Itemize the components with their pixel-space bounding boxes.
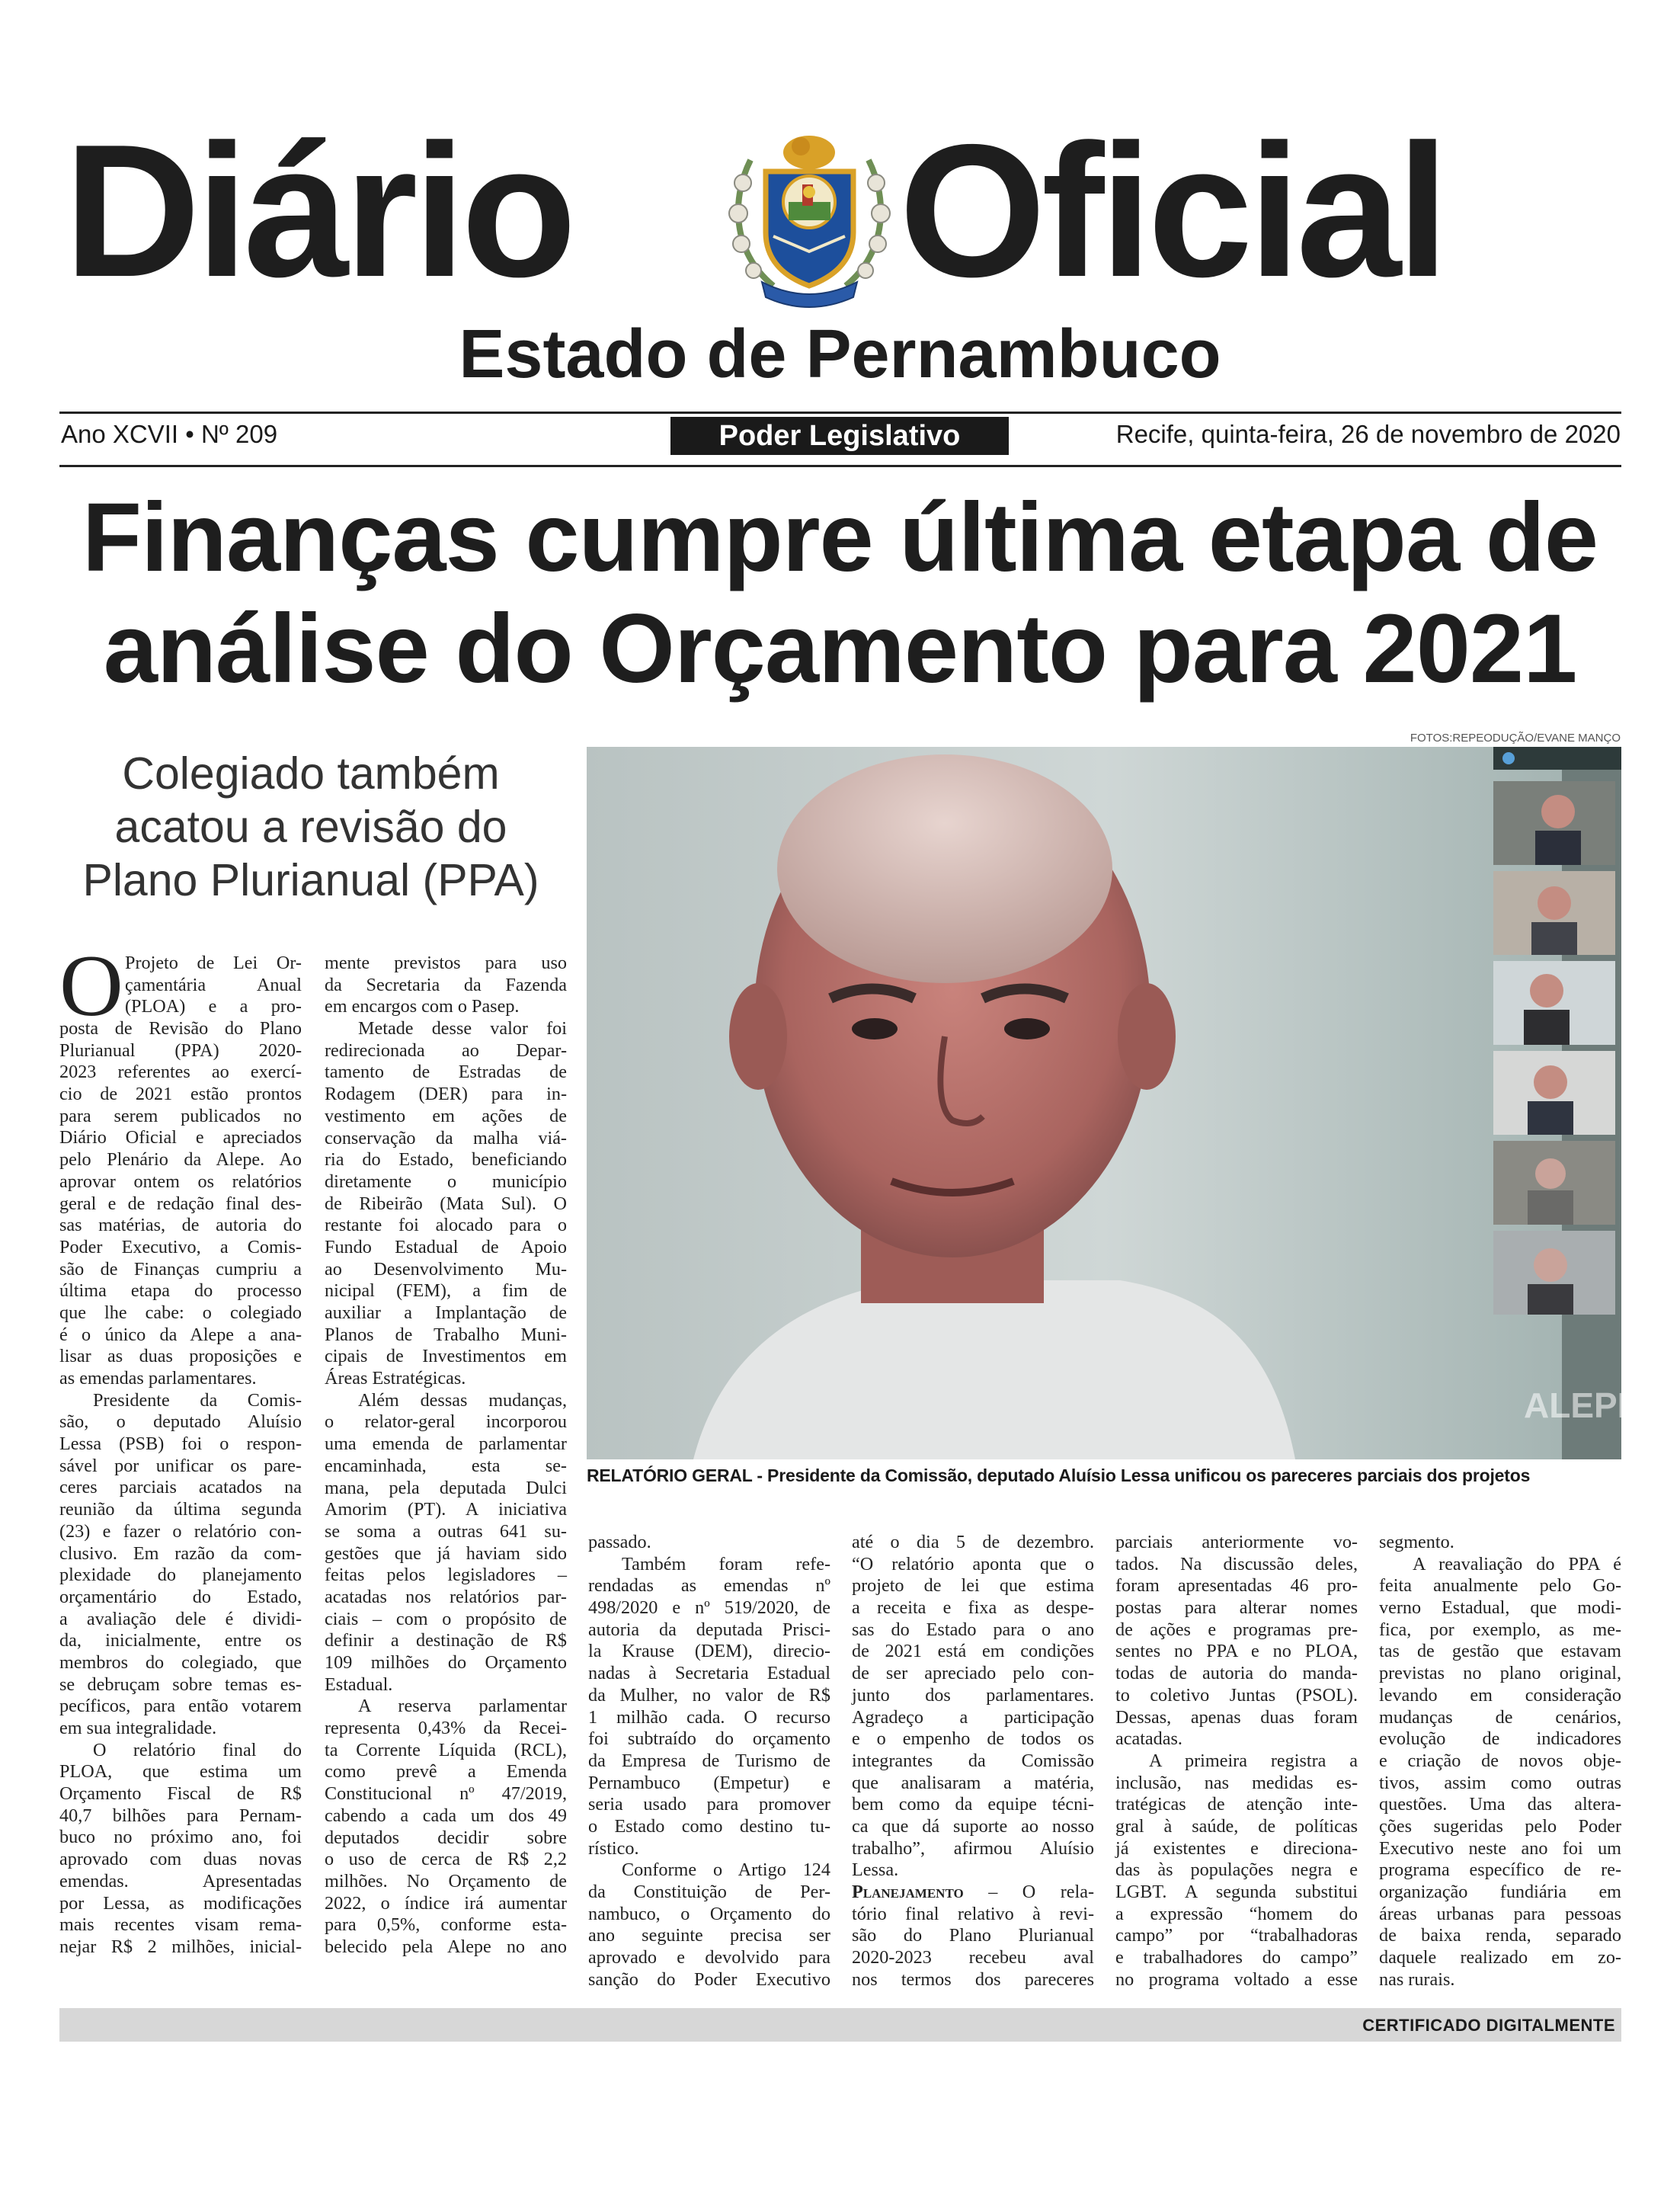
text-line: questões. Uma das altera- — [1379, 1794, 1621, 1815]
text-line: geral e de redação final des- — [59, 1193, 302, 1214]
text-line: auxiliar a Implantação de — [325, 1302, 567, 1323]
text-line: Conforme o Artigo 124 — [622, 1859, 830, 1881]
text-line: buco no próximo ano, foi — [59, 1827, 302, 1848]
text-line: tivos, assim como outras — [1379, 1772, 1621, 1793]
text-line: da Constituição de Per- — [588, 1882, 830, 1902]
text-line: em encargos com o Pasep. — [325, 996, 520, 1017]
text-line: Diário Oficial e apreciados — [59, 1127, 302, 1148]
text-line: nicipal (FEM), a fim de — [325, 1280, 567, 1302]
text-line: foram apresentadas 46 pro- — [1115, 1575, 1358, 1597]
text-line: áreas urbanas para pessoas — [1379, 1903, 1621, 1924]
text-line: junto dos parlamentares. — [852, 1684, 1094, 1706]
certification-label: CERTIFICADO DIGITALMENTE — [1362, 2016, 1615, 2035]
text-line: já existentes e direciona- — [1115, 1837, 1358, 1859]
text-line: restante foi alocado para o — [325, 1215, 567, 1236]
text-line: seria usado para promover — [588, 1794, 830, 1815]
article-column-5 — [1115, 1532, 1358, 1991]
text-line: milhões. No Orçamento de — [325, 1870, 567, 1891]
text-line: Lessa. — [852, 1859, 899, 1881]
text-line: cipais de Investimentos em — [325, 1346, 567, 1367]
text-line: rístico. — [588, 1837, 639, 1859]
text-line: projeto de lei que estima — [852, 1575, 1094, 1597]
text-line: uma emenda de parlamentar — [325, 1433, 567, 1455]
text-line: vestimento em ações de — [325, 1105, 567, 1126]
text-line: tório final relativo à revi- — [852, 1903, 1094, 1924]
text-line: 2022, o índice irá aumentar — [325, 1892, 567, 1914]
text-line: membros do colegiado, que — [59, 1651, 302, 1673]
text-line — [852, 1882, 1094, 1904]
text-line: as emendas parlamentares. — [59, 1368, 257, 1389]
text-line: previstas no plano original, — [1379, 1663, 1621, 1684]
photo-credit: FOTOS:REPEODUÇÃO/EVANE MANÇO — [1410, 732, 1621, 745]
text-line: Fundo Estadual de Apoio — [325, 1236, 567, 1257]
text-line: “O relatório aponta que o — [852, 1553, 1094, 1574]
text-line: rendadas as emendas nº — [588, 1575, 830, 1597]
subhead-planejamento: Planejamento — [852, 1882, 964, 1902]
text-line: Agradeço a participação — [852, 1706, 1094, 1728]
text-line: e o empenho de todos os — [852, 1728, 1094, 1750]
article-column-4 — [852, 1532, 1094, 1991]
text-line: 2023 referentes ao exercí- — [59, 1062, 302, 1083]
text-line: ano seguinte precisa ser — [588, 1925, 830, 1946]
text-line: de baixa renda, separado — [1379, 1925, 1621, 1946]
text-line: postas para alterar nomes — [1115, 1597, 1358, 1619]
text-line: são do Plano Plurianual — [852, 1925, 1094, 1946]
text-line: por Lessa, as modificações — [59, 1892, 302, 1914]
text-line: tas de gestão que estavam — [1379, 1641, 1621, 1662]
text-line: trabalho”, afirmou Aluísio — [852, 1837, 1094, 1859]
text-line: mudanças de cenários, — [1379, 1706, 1621, 1728]
text-line: foi subtraído do orçamento — [588, 1728, 830, 1750]
section-badge: Poder Legislativo — [670, 417, 1009, 455]
text-line: até o dia 5 de dezembro. — [852, 1532, 1094, 1552]
text-line: é o único da Alepe a ana- — [59, 1324, 302, 1345]
text-line: evolução de indicadores — [1379, 1728, 1621, 1750]
text-line: ções sugeridas pelo Poder — [1379, 1815, 1621, 1837]
text-line: ca que dá suporte ao nosso — [852, 1815, 1094, 1837]
text-line: Áreas Estratégicas. — [325, 1368, 466, 1389]
text-line: Executivo neste ano foi um — [1379, 1837, 1621, 1859]
text-line: Metade desse valor foi — [358, 1018, 567, 1039]
text-line: o Estado como destino tu- — [588, 1815, 830, 1837]
text-line: são, o deputado Aluísio — [59, 1411, 302, 1433]
text-line: aprovado com duas novas — [59, 1849, 302, 1870]
text-line: se soma a outras 641 su- — [325, 1520, 567, 1542]
text-line: cio de 2021 estão prontos — [59, 1084, 302, 1105]
pernambuco-coat-of-arms-icon — [728, 130, 891, 309]
text-line: Dessas, apenas duas foram — [1115, 1706, 1358, 1728]
text-line: sentes no PPA e no PLOA, — [1115, 1641, 1358, 1662]
text-line: levando em consideração — [1379, 1684, 1621, 1706]
text-line: segmento. — [1379, 1532, 1454, 1552]
text-line: 498/2020 e nº 519/2020, de — [588, 1597, 830, 1619]
text-line: sanção do Poder Executivo — [588, 1968, 830, 1990]
text-line: clusivo. Em razão da com- — [59, 1542, 302, 1564]
text-line: Planos de Trabalho Muni- — [325, 1324, 567, 1345]
dateline: Recife, quinta-feira, 26 de novembro de 2020 — [1115, 420, 1621, 448]
text-line: encaminhada, esta se- — [325, 1455, 567, 1476]
headline-line-2: análise do Orçamento para 2021 — [103, 594, 1577, 703]
text-line: Pernambuco (Empetur) e — [588, 1772, 830, 1793]
text-line: acatadas nos relatórios par- — [325, 1586, 567, 1607]
text-line: gral à saúde, de políticas — [1115, 1815, 1358, 1837]
text-line: sável por unificar os pare- — [59, 1455, 302, 1476]
text-line: acatadas. — [1115, 1728, 1182, 1750]
text-line: a expressão “homem do — [1115, 1903, 1358, 1924]
article-column-2 — [325, 953, 567, 1959]
text-line: Além dessas mudanças, — [358, 1389, 567, 1411]
text-line: nadas à Secretaria Estadual — [588, 1663, 830, 1684]
text-line: belecido pela Alepe no ano — [325, 1936, 567, 1957]
text-line: daquele realizado em zo- — [1379, 1947, 1621, 1968]
text-line: O relatório final do — [93, 1739, 302, 1760]
text-line: lisar as duas proposições e — [59, 1346, 302, 1367]
text-line: orçamentário do Estado, — [59, 1586, 302, 1607]
text-line: (23) e fazer o relatório con- — [59, 1520, 302, 1542]
text-line: mais recentes visam rema- — [59, 1914, 302, 1936]
caption-label: RELATÓRIO GERAL - — [587, 1465, 768, 1485]
text-line: se debruçam sobre temas es- — [59, 1674, 302, 1695]
dropcap-lines — [125, 953, 302, 1017]
text-line: diretamente o município — [325, 1171, 567, 1192]
text-line: ciais – com o propósito de — [325, 1608, 567, 1629]
text-line: para 0,5%, conforme esta- — [325, 1914, 567, 1936]
text-line: e criação de novos obje- — [1379, 1750, 1621, 1771]
text-line: definir a destinação de R$ — [325, 1630, 567, 1651]
text-line: feita anualmente pelo Go- — [1379, 1575, 1621, 1597]
text-line: conservação da malha viá- — [325, 1127, 567, 1148]
text-line: de ações e programas pre- — [1115, 1619, 1358, 1640]
text-line: Lessa (PSB) foi o respon- — [59, 1433, 302, 1455]
deck-line: Colegiado também — [122, 748, 500, 799]
text-line: PLOA, que estima um — [59, 1761, 302, 1783]
headline-line-1: Finanças cumpre última etapa de — [82, 483, 1598, 592]
text-line: verno Estadual, que modi- — [1379, 1597, 1621, 1619]
text-line: inclusão, nas medidas es- — [1115, 1772, 1358, 1793]
text-line: bem como da equipe técni- — [852, 1794, 1094, 1815]
text-line: Estadual. — [325, 1674, 393, 1695]
text-line: plexidade do planejamento — [59, 1565, 302, 1586]
text-line: to coletivo Juntas (PSOL). — [1115, 1684, 1358, 1706]
text-line: pecíficos, para então votarem — [59, 1696, 302, 1717]
text-line: gestões que já haviam sido — [325, 1542, 567, 1564]
caption-text: Presidente da Comissão, deputado Aluísio Lessa unificou os pareceres parciais dos projetos — [767, 1465, 1531, 1485]
masthead-title-left: Diário — [64, 104, 572, 316]
edition-number: Ano XCVII • Nº 209 — [61, 420, 278, 448]
text-line: ria do Estado, beneficiando — [325, 1149, 567, 1171]
text-fragment: – O rela- — [988, 1882, 1094, 1902]
deck — [59, 747, 562, 907]
text-line: pelo Plenário da Alepe. Ao — [59, 1149, 302, 1171]
text-line: para serem publicados no — [59, 1105, 302, 1126]
article-column-1 — [59, 937, 302, 1959]
text-line: representa 0,43% da Recei- — [325, 1718, 567, 1739]
text-line: campo” por “trabalhadoras — [1115, 1925, 1358, 1946]
text-line: Constitucional nº 47/2019, — [325, 1783, 567, 1805]
text-line: da Mulher, no valor de R$ — [588, 1684, 830, 1706]
deck-line: Plano Plurianual (PPA) — [82, 855, 539, 905]
bottom-rule — [59, 465, 1621, 467]
text-line: a receita e fixa as despe- — [852, 1597, 1094, 1619]
photo-watermark: ALEPE — [1524, 1385, 1641, 1425]
masthead-subtitle: Estado de Pernambuco — [459, 316, 1221, 392]
text-line: da Empresa de Turismo de — [588, 1750, 830, 1771]
text-line: emendas. Apresentadas — [59, 1870, 302, 1891]
text-line: Presidente da Comis- — [93, 1389, 302, 1411]
dropcap: O — [59, 937, 123, 1035]
photo-caption — [587, 1465, 1530, 1486]
text-line: aprovado e devolvido para — [588, 1947, 830, 1968]
text-line: da, inicialmente, entre os — [59, 1630, 302, 1651]
masthead-title-right: Oficial — [899, 104, 1445, 316]
text-line: cabendo a cada um dos 49 — [325, 1805, 567, 1826]
text-line: Poder Executivo, a Comis- — [59, 1236, 302, 1257]
top-rule — [59, 412, 1621, 414]
text-line: nejar R$ 2 milhões, inicial- — [59, 1936, 302, 1957]
text-line: sas matérias, de autoria do — [59, 1215, 302, 1236]
text-line: de ser apreciado pelo con- — [852, 1663, 1094, 1684]
text-line: nas rurais. — [1379, 1968, 1455, 1990]
text-line: sas do Estado para o ano — [852, 1619, 1094, 1640]
text-line: que analisaram a matéria, — [852, 1772, 1094, 1793]
text-line: o uso de cerca de R$ 2,2 — [325, 1849, 567, 1870]
text-line: mana, pela deputada Dulci — [325, 1477, 567, 1498]
text-line: redirecionada ao Depar- — [325, 1039, 567, 1061]
text-line: 2020-2023 recebeu aval — [852, 1947, 1094, 1968]
text-line: programa específico de re- — [1379, 1859, 1621, 1881]
text-line: posta de Revisão do Plano — [59, 1018, 302, 1039]
text-line: feitas pelos legisladores – — [325, 1565, 567, 1586]
text-line: em sua integralidade. — [59, 1718, 217, 1738]
text-line: ao Desenvolvimento Mu- — [325, 1258, 567, 1280]
text-line: e trabalhadores do campo” — [1115, 1947, 1358, 1968]
text-line: Projeto de Lei Or- — [125, 953, 302, 973]
text-line: mente previstos para uso — [325, 953, 567, 973]
text-line: no programa voltado a esse — [1115, 1968, 1358, 1990]
text-line: 40,7 bilhões para Pernam- — [59, 1805, 302, 1826]
text-line: o relator-geral incorporou — [325, 1411, 567, 1433]
text-line: todas de autoria do manda- — [1115, 1663, 1358, 1684]
text-line: A primeira registra a — [1149, 1750, 1358, 1771]
text-line: autoria da deputada Prisci- — [588, 1619, 830, 1640]
text-line: de 2021 está em condições — [852, 1641, 1094, 1662]
text-line: LGBT. A segunda substitui — [1115, 1882, 1358, 1902]
article-column-3 — [588, 1532, 830, 1991]
text-line: Orçamento Fiscal de R$ — [59, 1783, 302, 1805]
text-line: 1 milhão cada. O recurso — [588, 1706, 830, 1728]
text-line: la Krause (DEM), direcio- — [588, 1641, 830, 1662]
text-line: da Secretaria da Fazenda — [325, 974, 567, 995]
text-line: (PLOA) e a pro- — [125, 996, 302, 1017]
text-line: deputados decidir sobre — [325, 1827, 567, 1848]
video-call-photo — [587, 747, 1641, 1459]
text-line: parciais anteriormente vo- — [1115, 1532, 1358, 1552]
text-line: reunião da última segunda — [59, 1499, 302, 1520]
text-line: Também foram refe- — [622, 1553, 830, 1574]
text-line: das às populações negra e — [1115, 1859, 1358, 1881]
text-line: ta Corrente Líquida (RCL), — [325, 1739, 567, 1760]
text-line: última etapa do processo — [59, 1280, 302, 1302]
deck-line: acatou a revisão do — [114, 802, 507, 852]
text-line: são de Finanças cumpriu a — [59, 1258, 302, 1280]
text-line: de Ribeirão (Mata Sul). O — [325, 1193, 567, 1214]
text-line: nos termos dos pareceres — [852, 1968, 1094, 1990]
text-line: tados. Na discussão deles, — [1115, 1553, 1358, 1574]
text-line: fica, por exemplo, as me- — [1379, 1619, 1621, 1640]
text-line: A reserva parlamentar — [358, 1696, 567, 1717]
text-line: nambuco, o Orçamento do — [588, 1903, 830, 1924]
text-line: Plurianual (PPA) 2020- — [59, 1039, 302, 1061]
text-line: 109 milhões do Orçamento — [325, 1652, 567, 1673]
text-line: organização fundiária em — [1379, 1882, 1621, 1902]
text-line: tamento de Estradas de — [325, 1062, 567, 1083]
text-line: tratégicas de atenção inte- — [1115, 1794, 1358, 1815]
text-line: integrantes da Comissão — [852, 1750, 1094, 1771]
text-line: a avaliação dele é dividi- — [59, 1608, 302, 1629]
text-line: que lhe cabe: o colegiado — [59, 1302, 302, 1323]
text-line: ceres parciais acatados na — [59, 1477, 302, 1498]
text-line: passado. — [588, 1532, 651, 1552]
text-line: A reavaliação do PPA é — [1413, 1553, 1621, 1574]
text-line: Amorim (PT). A iniciativa — [325, 1499, 567, 1520]
text-line: çamentária Anual — [125, 974, 302, 995]
text-line: como prevê a Emenda — [325, 1761, 567, 1783]
text-line: aprovar ontem os relatórios — [59, 1171, 302, 1192]
article-column-6 — [1379, 1532, 1621, 1991]
text-line: Rodagem (DER) para in- — [325, 1084, 567, 1105]
